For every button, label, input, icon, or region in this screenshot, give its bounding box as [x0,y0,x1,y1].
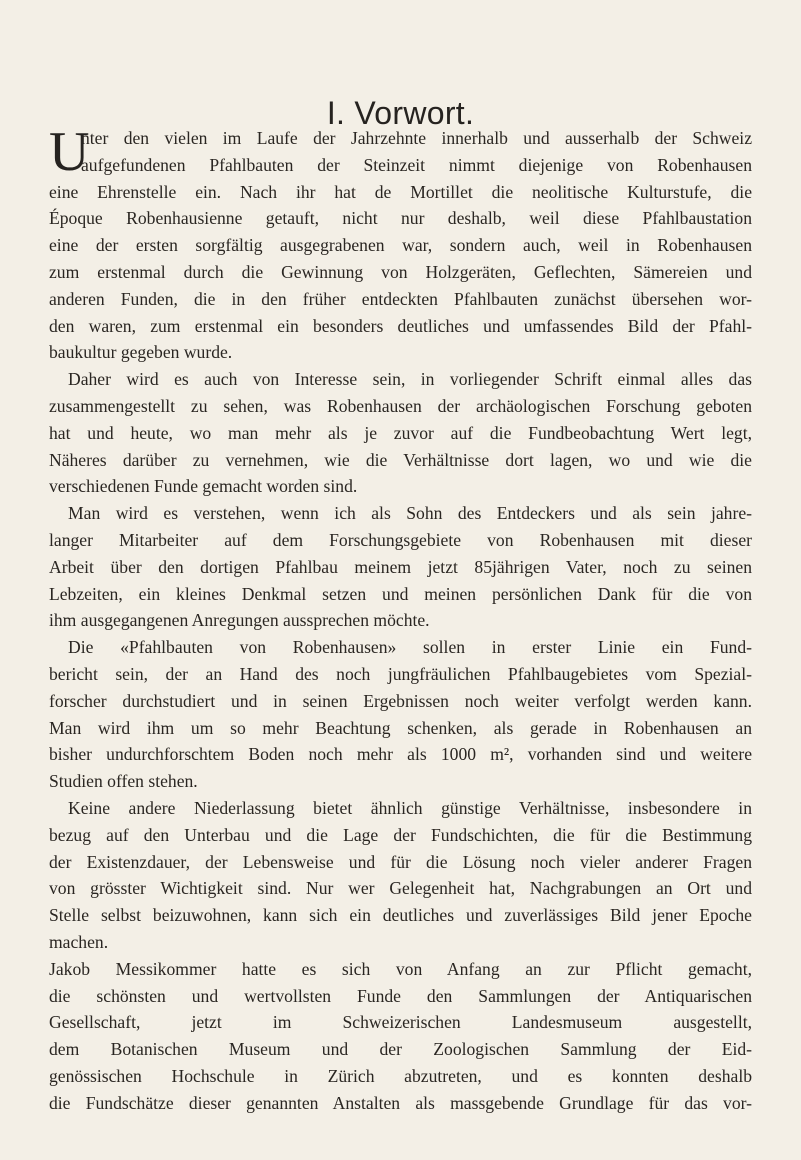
text-line: Daher wird es auch von Interesse sein, in vorliegender Schrift einmal alles das [68,369,752,390]
text-line: baukultur gegeben wurde. [49,342,233,363]
text-line: aufgefundenen Pfahlbauten der Steinzeit nimmt diejenige von Robenhausen [81,154,752,175]
text-line: eine der ersten sorgfältig ausgegrabenen war, sondern auch, weil in Robenhausen [49,235,752,256]
text-line: den waren, zum erstenmal ein besonders deutliches und umfassendes Bild der Pfahl- [49,315,752,336]
text-line: hat und heute, wo man mehr als je zuvor auf die Fundbeobachtung Wert legt, [49,422,752,443]
text-line: Näheres darüber zu vernehmen, wie die Verhältnisse dort lagen, wo und wie die [49,449,752,470]
text-line: Gesellschaft, jetzt im Schweizerischen Landesmuseum ausgestellt, [49,1012,752,1033]
text-line: ihm ausgegangenen Anregungen aussprechen möchte. [49,610,430,631]
text-line: nter den vielen im Laufe der Jahrzehnte innerhalb und ausserhalb der Schweiz [81,128,752,148]
text-line: Die «Pfahlbauten von Robenhausen» sollen in erster Linie ein Fund- [68,637,752,658]
text-line: Keine andere Niederlassung bietet ähnlich günstige Verhältnisse, insbesondere in [68,797,752,818]
text-line: Studien offen stehen. [49,771,198,792]
text-line: genössischen Hochschule in Zürich abzutreten, und es konnten deshalb [49,1065,752,1086]
text-line: bisher undurchforschtem Boden noch mehr als 1000 m², vorhanden sind und weitere [49,744,752,765]
text-line: langer Mitarbeiter auf dem Forschungsgebiete von Robenhausen mit dieser [49,529,752,550]
text-line: der Existenzdauer, der Lebensweise und für die Lösung noch vieler anderer Fragen [49,851,752,872]
text-line: Man wird ihm um so mehr Beachtung schenken, als gerade in Robenhausen an [49,717,752,738]
text-line: die schönsten und wertvollsten Funde den Sammlungen der Antiquarischen [49,985,752,1006]
text-line: zum erstenmal durch die Gewinnung von Holzgeräten, Geflechten, Sämereien und [49,261,752,282]
text-line: forscher durchstudiert und in seinen Ergebnissen noch weiter verfolgt werden kann. [49,690,752,711]
text-line: bericht sein, der an Hand des noch jungfräulichen Pfahlbaugebietes vom Spezial- [49,663,752,684]
text-line: zusammengestellt zu sehen, was Robenhausen der archäologischen Forschung geboten [49,395,752,416]
text-line: die Fundschätze dieser genannten Anstalten als massgebende Grundlage für das vor- [49,1092,752,1113]
body-text [49,121,752,1116]
text-line: Jakob Messikommer hatte es sich von Anfang an zur Pflicht gemacht, [49,958,752,979]
text-line: bezug auf den Unterbau und die Lage der Fundschichten, die für die Bestimmung [49,824,752,845]
page-title: I. Vorwort. [326,95,475,132]
text-line: verschiedenen Funde gemacht worden sind. [49,476,358,497]
text-line: Stelle selbst beizuwohnen, kann sich ein deutliches und zuverlässiges Bild jener Epoche [49,905,752,926]
drop-cap: U [49,121,90,183]
text-line: eine Ehrenstelle ein. Nach ihr hat de Mortillet die neolitische Kulturstufe, die [49,181,752,202]
text-line: Man wird es verstehen, wenn ich als Sohn des Entdeckers und als sein jahre- [68,503,752,524]
text-line: Arbeit über den dortigen Pfahlbau meinem jetzt 85jährigen Vater, noch zu seinen [49,556,752,577]
text-line: von grösster Wichtigkeit sind. Nur wer Gelegenheit hat, Nachgrabungen an Ort und [49,878,752,899]
text-line: machen. [49,931,109,952]
text-line: Lebzeiten, ein kleines Denkmal setzen und meinen persönlichen Dank für die von [49,583,752,604]
text-line: dem Botanischen Museum und der Zoologischen Sammlung der Eid- [49,1039,752,1060]
text-line: anderen Funden, die in den früher entdeckten Pfahlbauten zunächst übersehen wor- [49,288,752,309]
text-line: Époque Robenhausienne getauft, nicht nur deshalb, weil diese Pfahlbaustation [49,208,752,229]
